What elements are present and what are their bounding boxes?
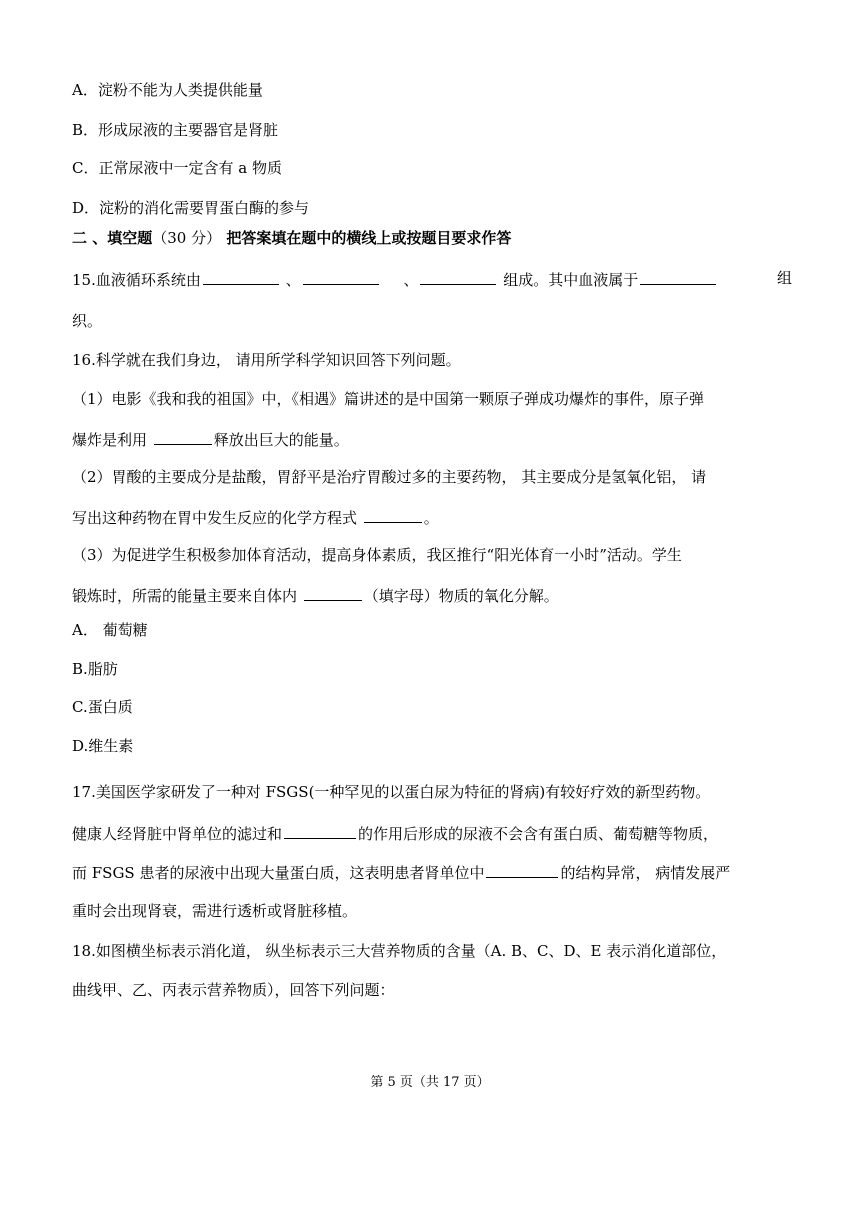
- q16-s3-text: 锻炼时，所需的能量主要来自体内: [72, 587, 298, 605]
- q16-s2-line1: （2）胃酸的主要成分是盐酸，胃舒平是治疗胃酸过多的主要药物， 其主要成分是氢氧化铝， 请: [72, 468, 707, 486]
- q17-blank-1[interactable]: [284, 822, 356, 839]
- q18-line2: 曲线甲、乙、丙表示营养物质），回答下列问题：: [72, 981, 395, 999]
- q17-line2: [72, 822, 718, 844]
- q15-blank-3[interactable]: [420, 268, 496, 285]
- q16-blank-2[interactable]: [364, 506, 422, 523]
- q16-option-c: C.蛋白质: [72, 698, 133, 716]
- q16-s1-line2: [72, 428, 349, 450]
- q15-line1: [72, 268, 792, 290]
- q15-sep1: 、: [285, 271, 301, 289]
- q18-line1: 18.如图横坐标表示消化道， 纵坐标表示三大营养物质的含量（A. B、C、D、E 表示消化道部位，: [72, 942, 727, 960]
- q15-blank-2[interactable]: [303, 268, 379, 285]
- q16-s3-line2: [72, 584, 559, 606]
- q16-s2-text: 写出这种药物在胃中发生反应的化学方程式: [72, 509, 358, 527]
- q15-text-2: 组成。其中血液属于: [503, 271, 639, 289]
- q15-blank-1[interactable]: [203, 268, 279, 285]
- page-footer: 第 5 页（共 17 页）: [370, 1075, 490, 1090]
- section-heading: [72, 228, 511, 248]
- section-instruction: 把答案填在题中的横线上或按题目要求作答: [226, 229, 512, 247]
- q17-line4: 重时会出现肾衰，需进行透析或肾脏移植。: [72, 902, 358, 920]
- q16-s1-line1: （1）电影《我和我的祖国》中，《相遇》篇讲述的是中国第一颗原子弹成功爆炸的事件，原子弹: [72, 390, 705, 408]
- q16-s1-text: 爆炸是利用: [72, 431, 148, 449]
- q16-blank-3[interactable]: [304, 584, 362, 601]
- q17-blank-2[interactable]: [486, 861, 558, 878]
- q17-line3: [72, 861, 730, 883]
- q16-s2-line2: [72, 506, 439, 528]
- q16-stem: 16.科学就在我们身边， 请用所学科学知识回答下列问题。: [72, 351, 461, 369]
- q15-text: 15.血液循环系统由: [72, 271, 201, 289]
- q15-text-3: 组: [776, 269, 792, 287]
- section-number: 二 、填空题: [72, 229, 153, 247]
- q16-s2-text-2: 。: [423, 509, 439, 527]
- q17-text-4: 的结构异常， 病情发展严: [560, 864, 731, 882]
- q16-option-d: D.维生素: [72, 737, 134, 755]
- q15-sep2: 、: [403, 271, 419, 289]
- option-d: D．淀粉的消化需要胃蛋白酶的参与: [72, 199, 310, 217]
- q17-line1: 17.美国医学家研发了一种对 FSGS(一种罕见的以蛋白尿为特征的肾病)有较好疗效的新型药物。: [72, 783, 711, 801]
- q17-text-1: 健康人经肾脏中肾单位的滤过和: [72, 825, 283, 843]
- q15-line2: 织。: [72, 312, 103, 330]
- section-score: （30 分）: [152, 229, 222, 247]
- q17-text-3: 而 FSGS 患者的尿液中出现大量蛋白质，这表明患者肾单位中: [72, 864, 485, 882]
- q15-blank-4[interactable]: [640, 268, 716, 285]
- option-a: A．淀粉不能为人类提供能量: [72, 81, 263, 99]
- q16-blank-1[interactable]: [154, 428, 212, 445]
- q16-s3-text-2: （填字母）物质的氧化分解。: [363, 587, 559, 605]
- q16-s1-text-2: 释放出巨大的能量。: [213, 431, 349, 449]
- option-c: C．正常尿液中一定含有 a 物质: [72, 159, 282, 177]
- q16-s3-line1: （3）为促进学生积极参加体育活动，提高身体素质，我区推行“阳光体育一小时”活动。学生: [72, 546, 682, 564]
- option-b: B．形成尿液的主要器官是肾脏: [72, 121, 279, 139]
- q16-option-b: B.脂肪: [72, 660, 118, 678]
- q16-option-a: A． 葡萄糖: [72, 621, 148, 639]
- q17-text-2: 的作用后形成的尿液不会含有蛋白质、葡萄糖等物质，: [358, 825, 719, 843]
